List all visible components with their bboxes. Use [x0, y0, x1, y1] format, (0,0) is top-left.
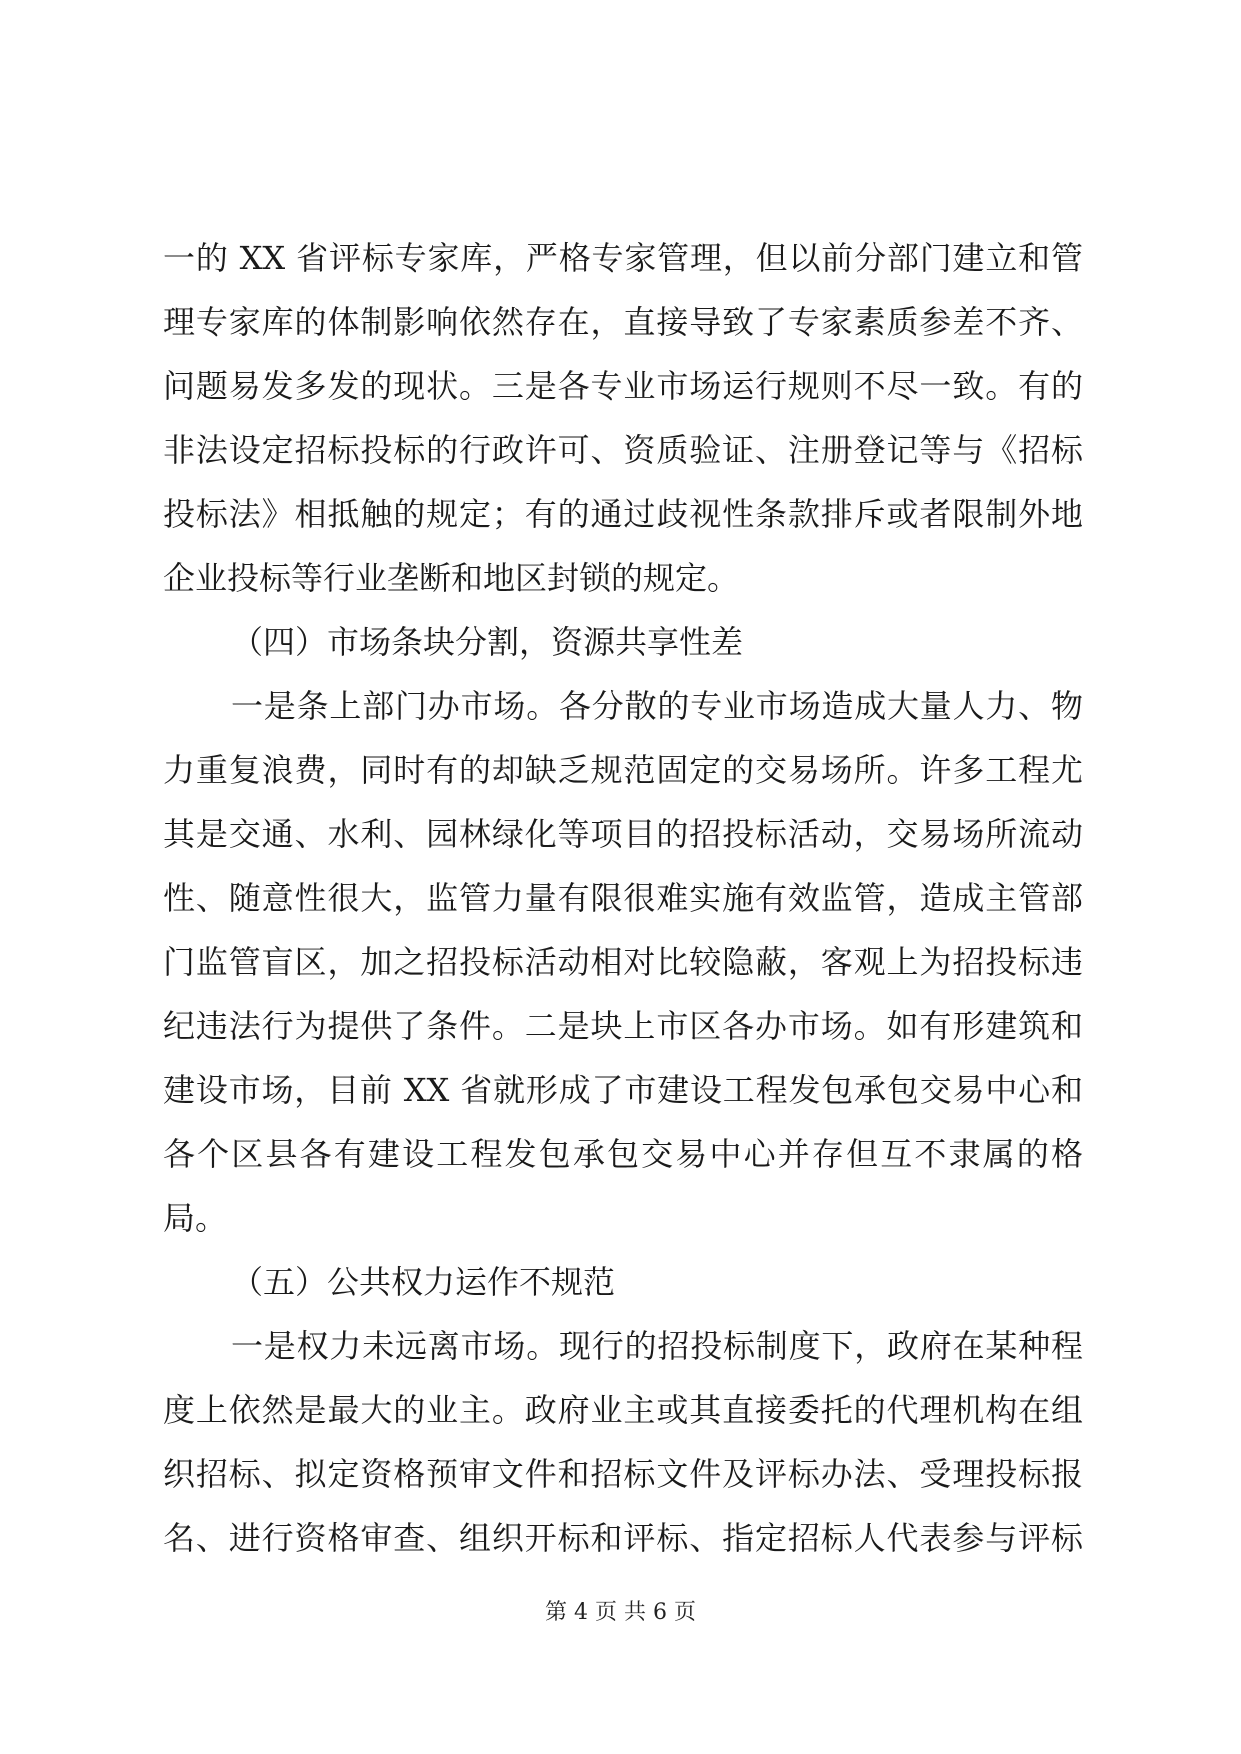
- text-line: 理专家库的体制影响依然存在，直接导致了专家素质参差不齐、: [163, 303, 1083, 341]
- document-body: [163, 226, 1083, 1570]
- text-line: 各个区县各有建设工程发包承包交易中心并存但互不隶属的格: [163, 1135, 1083, 1173]
- text-line: 局。: [163, 1199, 228, 1237]
- text-line: 问题易发多发的现状。三是各专业市场运行规则不尽一致。有的: [163, 367, 1083, 405]
- text-line: 非法设定招标投标的行政许可、资质验证、注册登记等与《招标: [163, 431, 1083, 469]
- section-heading: [163, 610, 1083, 674]
- text-line: 门监管盲区，加之招投标活动相对比较隐蔽，客观上为招投标违: [163, 943, 1083, 981]
- text-line: 企业投标等行业垄断和地区封锁的规定。: [163, 559, 740, 597]
- text-line: 其是交通、水利、园林绿化等项目的招投标活动，交易场所流动: [163, 815, 1083, 853]
- page-footer: [0, 1598, 1241, 1628]
- text-line: 一是条上部门办市场。各分散的专业市场造成大量人力、物: [231, 687, 1083, 725]
- text-line: 度上依然是最大的业主。政府业主或其直接委托的代理机构在组: [163, 1391, 1083, 1429]
- section-heading: [163, 1250, 1083, 1314]
- paragraph: [163, 674, 1083, 1250]
- text-line: 名、进行资格审查、组织开标和评标、指定招标人代表参与评标: [163, 1519, 1083, 1557]
- heading-text: （五）公共权力运作不规范: [231, 1263, 616, 1301]
- text-line: 性、随意性很大，监管力量有限很难实施有效监管，造成主管部: [163, 879, 1083, 917]
- text-line: 力重复浪费，同时有的却缺乏规范固定的交易场所。许多工程尤: [163, 751, 1083, 789]
- paragraph: [163, 226, 1083, 610]
- text-line: 纪违法行为提供了条件。二是块上市区各办市场。如有形建筑和: [163, 1007, 1083, 1045]
- text-line: 一的 XX 省评标专家库，严格专家管理，但以前分部门建立和管: [163, 239, 1083, 277]
- heading-text: （四）市场条块分割，资源共享性差: [231, 623, 744, 661]
- text-line: 织招标、拟定资格预审文件和招标文件及评标办法、受理投标报: [163, 1455, 1083, 1493]
- page-number-label: 第 4 页 共 6 页: [545, 1600, 696, 1625]
- text-line: 一是权力未远离市场。现行的招投标制度下，政府在某种程: [231, 1327, 1083, 1365]
- text-line: 投标法》相抵触的规定；有的通过歧视性条款排斥或者限制外地: [163, 495, 1083, 533]
- text-line: 建设市场，目前 XX 省就形成了市建设工程发包承包交易中心和: [163, 1071, 1083, 1109]
- paragraph: [163, 1314, 1083, 1570]
